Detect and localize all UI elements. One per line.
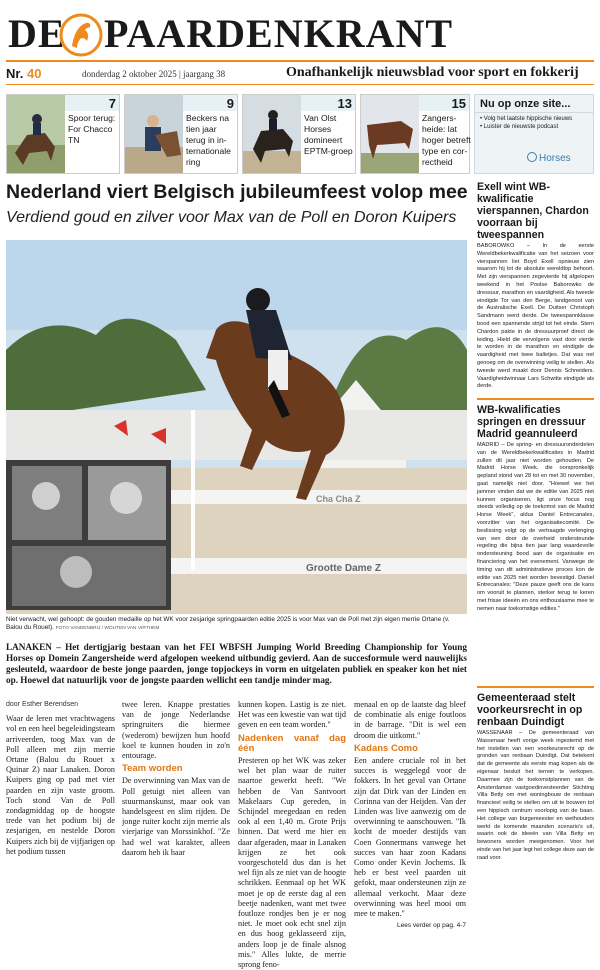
- teaser-card[interactable]: [242, 94, 356, 174]
- teaser-page-number: 7: [108, 96, 116, 111]
- online-item[interactable]: • Volg het laatste hippische nieuws: [480, 115, 588, 123]
- lead-subhead: Verdiend goud en zilver voor Max van de Poll en Doron Kuipers: [6, 209, 457, 226]
- issue-date: donderdag 2 oktober 2025 | jaargang 38: [82, 69, 226, 79]
- masthead-title: PAARDENKRANT: [104, 11, 454, 56]
- teaser-headline: Zangers- heide: lat hoger betreft type en cor- rectheid: [422, 113, 471, 167]
- horses-logo[interactable]: Horses: [527, 152, 571, 164]
- teaser-headline: Van Olst Horses domineert EPTM-groep: [304, 113, 353, 156]
- teaser-card[interactable]: [124, 94, 238, 174]
- jump-banner-2: Grootte Dame Z: [306, 563, 382, 574]
- right-text: MADRID – De spring- en dressuuronderdelen van de Wereldbekerkwalificaties in Madrid zullen dit jaar niet worden gehouden. De Madrid Horse Week, die oorspronkelijk gepland stond van 28 tot en met 30 november, gaat namelijk niet door. "Hoewel we het jammer vinden dat we de editie van 2025 niet kunnen organiseren, ligt onze focus nog steeds volledig op de toekomst van de Madrid Horse Week", aldus Daniel Entrecanales, voorzitter van het organisatiecomité. De beslissing volgt op de vertraagde verlenging van een door de overheid ondersteunde regeling die bijna tien jaar lang waardevolle ondersteuning bood aan de organisatie en financiering van het evenement. Vanwege de timing van dit administratieve proces kon de editie van 2025 niet worden bevestigd. Daniel Entrecanales: "Deze pauze geeft ons de kans om vooruit te plannen, sterker terug te keren met frisse ideeën en ons enthousiasme mee te nemen naar toekomstige edities.": [477, 442, 594, 612]
- jump-banner-1: Cha Cha Z: [316, 494, 361, 504]
- teaser-photo: [7, 95, 65, 173]
- online-list: [475, 113, 593, 133]
- subhead-kadans-como: Kadans Como: [354, 742, 418, 754]
- right-divider: [477, 686, 594, 688]
- photo-credit: FOTO VANDENBRIJ / WOUTEN VAN VIRTHEM: [55, 626, 160, 631]
- right-headline: Gemeenteraad stelt voorkeursrecht in op renbaan Duindigt: [477, 692, 583, 728]
- lead-photo: [6, 240, 467, 614]
- continued-note[interactable]: Lees verder op pag. 4-7: [396, 922, 466, 930]
- horse-logo-icon: [58, 12, 104, 58]
- subhead-nadenken: Nadenken vanaf dag één: [238, 732, 346, 754]
- teaser-card[interactable]: [360, 94, 470, 174]
- teaser-card[interactable]: [6, 94, 120, 174]
- online-item[interactable]: • Luister de nieuwste podcast: [480, 123, 588, 131]
- teaser-photo: [125, 95, 183, 173]
- right-headline: WB-kwalificaties springen en dressuur Madrid geannuleerd: [477, 404, 586, 440]
- teaser-page-number: 9: [226, 96, 234, 111]
- teaser-photo: [361, 95, 419, 173]
- right-text: WASSENAAR – De gemeenteraad van Wassenaar heeft vorige week ingestemd met het instellen van een voorkeursrecht op de gronden van renbaan Duindigt. Dat betekent dat de gemeente als eerste mag kopen als de eigenaar besluit het terrein te verkopen. Daarmee zijn de toekomstplannen van de Amsterdamse vastgoedinvesteerder Stichting Villa Betty om met woningbouw de renbaan financieel veilig te stellen om uit te bouwen tot een hippisch centrum voorlopig van de baan. Het college van burgemeester en wethouders werkt de komende maanden scenario's uit, waarin ook de ideeën van Villa Betty en bewoners worden meegenomen. Voor het einde van het jaar legt het college deze aan de raad voor.: [477, 730, 594, 861]
- tagline: Onafhankelijk nieuwsblad voor sport en fokkerij: [286, 65, 579, 80]
- right-text: BABOROWKO – In de eerste Wereldbekerkwalificatie van het seizoen voor vierspannen liet Boyd Exell opnieuw zien waarom hij tot de absolute wereldtop behoort. Met zijn vierspannen zegevierde hij afgelopen weekend in het Poolse Baborowko de dressuur, marathon en vaardigheid. Als tweede eindigde Tor van den Berge, landgenoot van de Australische Exell. De Duitser Christoph Sandmann werd derde. De tweespannklasse bood een spannende strijd tot het einde. Stern Chardon pakte in de dressuurproef direct de leiding. Hield die vervolgens vast door vierde te worden in de marathon en eindigde de vaardigheid met twee balletjes. Dat was net genoeg om de overwinning veilig te stellen. Als tweede werd maakt door Dennis Schneiders. Vaardigheidwinnaar Lars Schwitte eindigde als derde.: [477, 243, 594, 390]
- teaser-headline: Spoor terug: For Chacco TN: [68, 113, 116, 145]
- photo-caption: Niet verwacht, wel gehoopt: de gouden medaille op het WK voor zesjarige springpaarden editie 2025 is voor Max van de Poll met zijn eigen merrie Ortane (v. Balou du Rouet). FOTO VANDENBRIJ / WOUTEN VAN VIRTHEM: [6, 616, 450, 631]
- online-title: Nu op onze site...: [475, 95, 593, 113]
- byline: door Esther Berendsen: [6, 701, 78, 708]
- right-headline: Exell wint WB-kwalificatie vierspannen, Chardon voorraan bij tweespannen: [477, 181, 589, 241]
- right-article-exell: [477, 181, 594, 391]
- article-column-1: door Esther Berendsen Waar de leren met vrachtwagens vol en een heel begeleidingsteam arriveerden, toog Max van de Poll alleen met zijn merrie Ortane (Balou du Rouet x Quinar Z) naar Lanaken. Doron Kuipers ging op pad met vier paarden en zijn vaste groom. Toch stond Van de Poll zondagmiddag op de hoogste trede van het podium bij de zesjarigen, en nestelde Doron Kuipers zich bij de vijfjarigen op het podium tussen: [6, 701, 115, 856]
- article-column-3: kunnen kopen. Lastig is ze niet. Het was een kwestie van wat tijd geven en een team worden." Nadenken vanaf dag één Presteren op het WK was zeker wel het plan waar de ruiter naartoe gewerkt heeft. "We hebben de Van Santvoort Makelaars Cup gereden, in Schijndel meegedaan en reden ook al een 1,40 m. Grote Prijs binnen. Dat werd me hier en daar afgeraden, maar in Lanaken krijgen ze het ook voorgeschoteld dus dan is het wel fijn als ze niet van de hoogte schrikken. Eenmaal op het WK moet je op de eerste dag al een beetje nadenken, want met twee foutloze rondjes ben je er nog niet. Je moet ook echt snel zijn en dus hoog geklasseerd zijn, anders loop je de finale alsnog mis." Alles lukte, de merrie sprong feno-: [238, 700, 346, 970]
- lead-headline: Nederland viert Belgisch jubileumfeest volop mee: [6, 181, 468, 203]
- subhead-team-worden: Team worden: [122, 763, 183, 775]
- masthead: [6, 6, 594, 66]
- article-column-4: menaal en op de laatste dag bleef de combinatie als enige foutloos in de barrage. "Dit is wel een droom die uitkomt." Kadans Como Een andere cruciale rol in het succes is weggelegd voor de fokkers. In het geval van Ortane zijn dat Dirk van der Linden en Corinna van der Heijden. Van der Linden was live aanwezig om de overwinning te aanschouwen. "Ik kocht de moeder destijds van Coen Gonnermans vanwege het succes van haar zoon Kadans Como onder Kevin Jochems. Ik heb er best veel paarden uit gefokt, maar ondersteunen zijn ze allemaal verkocht. Maar deze overwinning was heel mooi om mee te maken." Lees verder op pag. 4-7: [354, 700, 466, 931]
- issue-number: Nr. 40: [6, 66, 42, 81]
- show-jumping-photo: [6, 240, 467, 614]
- article-column-2: twee leren. Knappe prestaties van de jonge Nederlandse springruiters die hiermee (wederom) bewijzen hun hoofd koel te kunnen houden in zo'n entourage. Team worden De overwinning van Max van de Poll getuigt niet alleen van stuurmanskunst, maar ook van handelsgeest en slim rijden. De jonge ruiter kocht zijn merrie als vierjarige van Morssinkhof. "Ze had wel wat karakter, alleen daarom heb ik haar: [122, 700, 230, 857]
- right-article-madrid: [477, 404, 594, 614]
- right-article-duindigt: [477, 692, 594, 863]
- masthead-de: DE: [8, 11, 66, 56]
- online-box[interactable]: [474, 94, 594, 174]
- date-rule: [6, 84, 594, 85]
- teaser-headline: Beckers na tien jaar terug in in- ternationale ring: [186, 113, 231, 167]
- masthead-rule: [6, 60, 594, 62]
- teaser-page-number: 15: [451, 96, 466, 111]
- horses-logo-icon: [527, 152, 537, 162]
- lead-intro: LANAKEN – Het dertigjarig bestaan van het FEI WBFSH Jumping World Breeding Championship for Young Horses op Domein Zangersheide werd afgelopen weekend uitbundig gevierd. Aan de succesformule werd nauwelijks gesleuteld, waardoor de beste jonge paarden, jonge topjockeys in vorm en uitgelaten publiek en speaker kon het niet op. Hoewel dat natuurlijk voor de jongste paarden wellicht een tandje minder mag.: [6, 642, 467, 685]
- teaser-page-number: 13: [337, 96, 352, 111]
- teaser-photo: [243, 95, 301, 173]
- right-divider: [477, 398, 594, 400]
